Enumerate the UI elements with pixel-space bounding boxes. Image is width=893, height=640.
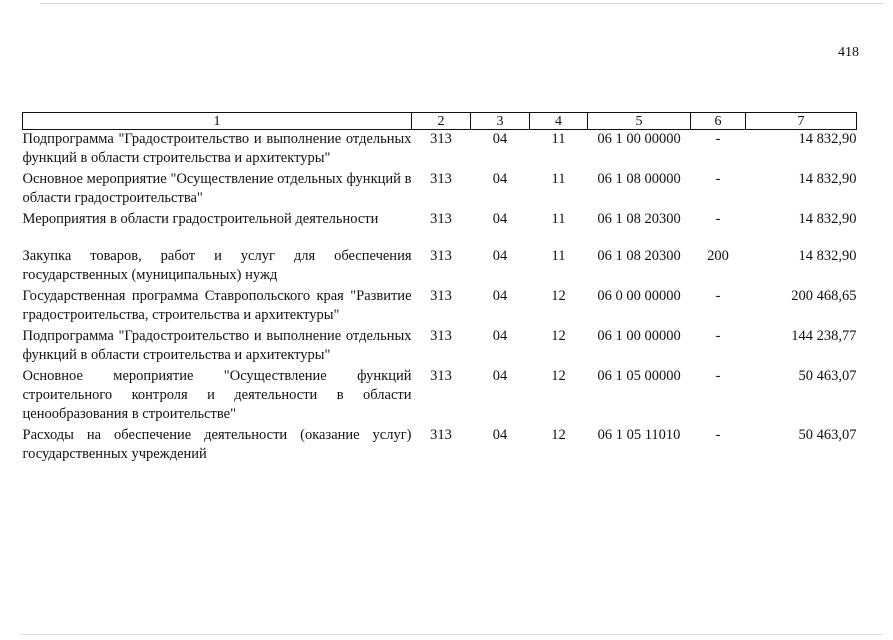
header-col-7: 7 bbox=[746, 113, 857, 130]
row-ministry-code: 313 bbox=[430, 211, 452, 227]
row-amount: 50 463,07 bbox=[798, 368, 857, 384]
header-col-3: 3 bbox=[471, 113, 530, 130]
table-row bbox=[23, 327, 857, 367]
row-target-article: 06 1 00 00000 bbox=[597, 131, 681, 147]
table-row bbox=[23, 130, 857, 171]
row-section: 04 bbox=[492, 131, 508, 147]
row-name: Основное мероприятие "Осуществление отдельных функций в области градостроительства" bbox=[22, 171, 412, 206]
row-amount: 50 463,07 bbox=[798, 427, 857, 443]
row-expense-type: - bbox=[715, 131, 721, 147]
table-row bbox=[23, 247, 857, 287]
row-name: Подпрограмма "Градостроительство и выполнение отдельных функций в области строительства и архитектуры" bbox=[22, 328, 412, 363]
row-name: Основное мероприятие "Осуществление функций строительного контроля и деятельности в области ценообразования в строительстве" bbox=[22, 368, 412, 422]
row-ministry-code: 313 bbox=[430, 328, 452, 344]
scan-edge-bottom bbox=[20, 634, 883, 635]
table-row bbox=[23, 210, 857, 247]
table-header bbox=[23, 113, 857, 130]
row-amount: 144 238,77 bbox=[791, 328, 857, 344]
row-target-article: 06 1 05 11010 bbox=[597, 427, 681, 443]
row-subsection: 11 bbox=[551, 131, 566, 147]
table-row bbox=[23, 426, 857, 466]
row-subsection: 11 bbox=[551, 171, 566, 187]
row-expense-type: - bbox=[715, 368, 721, 384]
row-expense-type: - bbox=[715, 328, 721, 344]
table-row bbox=[23, 287, 857, 327]
header-col-2: 2 bbox=[412, 113, 471, 130]
row-section: 04 bbox=[492, 211, 508, 227]
row-target-article: 06 1 08 00000 bbox=[597, 171, 681, 187]
row-expense-type: - bbox=[715, 211, 721, 227]
row-section: 04 bbox=[492, 427, 508, 443]
table-body bbox=[23, 130, 857, 467]
row-name: Подпрограмма "Градостроительство и выполнение отдельных функций в области строительства и архитектуры" bbox=[22, 131, 412, 166]
row-target-article: 06 1 00 00000 bbox=[597, 328, 681, 344]
row-ministry-code: 313 bbox=[430, 288, 452, 304]
row-section: 04 bbox=[492, 368, 508, 384]
row-ministry-code: 313 bbox=[430, 368, 452, 384]
row-amount: 14 832,90 bbox=[798, 131, 857, 147]
row-subsection: 12 bbox=[551, 328, 566, 344]
row-ministry-code: 313 bbox=[430, 171, 452, 187]
row-expense-type: - bbox=[715, 427, 721, 443]
row-expense-type: - bbox=[715, 288, 721, 304]
row-target-article: 06 1 05 00000 bbox=[597, 368, 681, 384]
row-section: 04 bbox=[492, 328, 508, 344]
row-amount: 14 832,90 bbox=[798, 171, 857, 187]
page-number: 418 bbox=[838, 45, 859, 60]
table-row bbox=[23, 170, 857, 210]
row-section: 04 bbox=[492, 288, 508, 304]
row-subsection: 12 bbox=[551, 427, 566, 443]
row-subsection: 12 bbox=[551, 288, 566, 304]
row-section: 04 bbox=[492, 171, 508, 187]
header-col-6: 6 bbox=[691, 113, 746, 130]
row-expense-type: 200 bbox=[707, 248, 729, 264]
row-target-article: 06 1 08 20300 bbox=[597, 248, 681, 264]
row-name: Расходы на обеспечение деятельности (оказание услуг) государственных учреждений bbox=[22, 427, 412, 462]
header-col-5: 5 bbox=[588, 113, 691, 130]
row-ministry-code: 313 bbox=[430, 131, 452, 147]
row-amount: 200 468,65 bbox=[791, 288, 857, 304]
row-target-article: 06 0 00 00000 bbox=[597, 288, 681, 304]
row-amount: 14 832,90 bbox=[798, 211, 857, 227]
row-section: 04 bbox=[492, 248, 508, 264]
row-name: Государственная программа Ставропольского края "Развитие градостроительства, строительства и архитектуры" bbox=[22, 288, 412, 323]
row-name: Мероприятия в области градостроительной деятельности bbox=[22, 211, 379, 227]
row-name: Закупка товаров, работ и услуг для обеспечения государственных (муниципальных) нужд bbox=[22, 248, 412, 283]
row-subsection: 12 bbox=[551, 368, 566, 384]
table-row bbox=[23, 367, 857, 426]
row-subsection: 11 bbox=[551, 211, 566, 227]
row-amount: 14 832,90 bbox=[798, 248, 857, 264]
budget-table bbox=[22, 112, 857, 466]
row-expense-type: - bbox=[715, 171, 721, 187]
row-ministry-code: 313 bbox=[430, 248, 452, 264]
row-ministry-code: 313 bbox=[430, 427, 452, 443]
row-target-article: 06 1 08 20300 bbox=[597, 211, 681, 227]
header-row bbox=[23, 113, 857, 130]
header-col-4: 4 bbox=[530, 113, 588, 130]
row-subsection: 11 bbox=[551, 248, 566, 264]
scan-edge-top bbox=[40, 3, 883, 4]
header-col-1: 1 bbox=[23, 113, 412, 130]
